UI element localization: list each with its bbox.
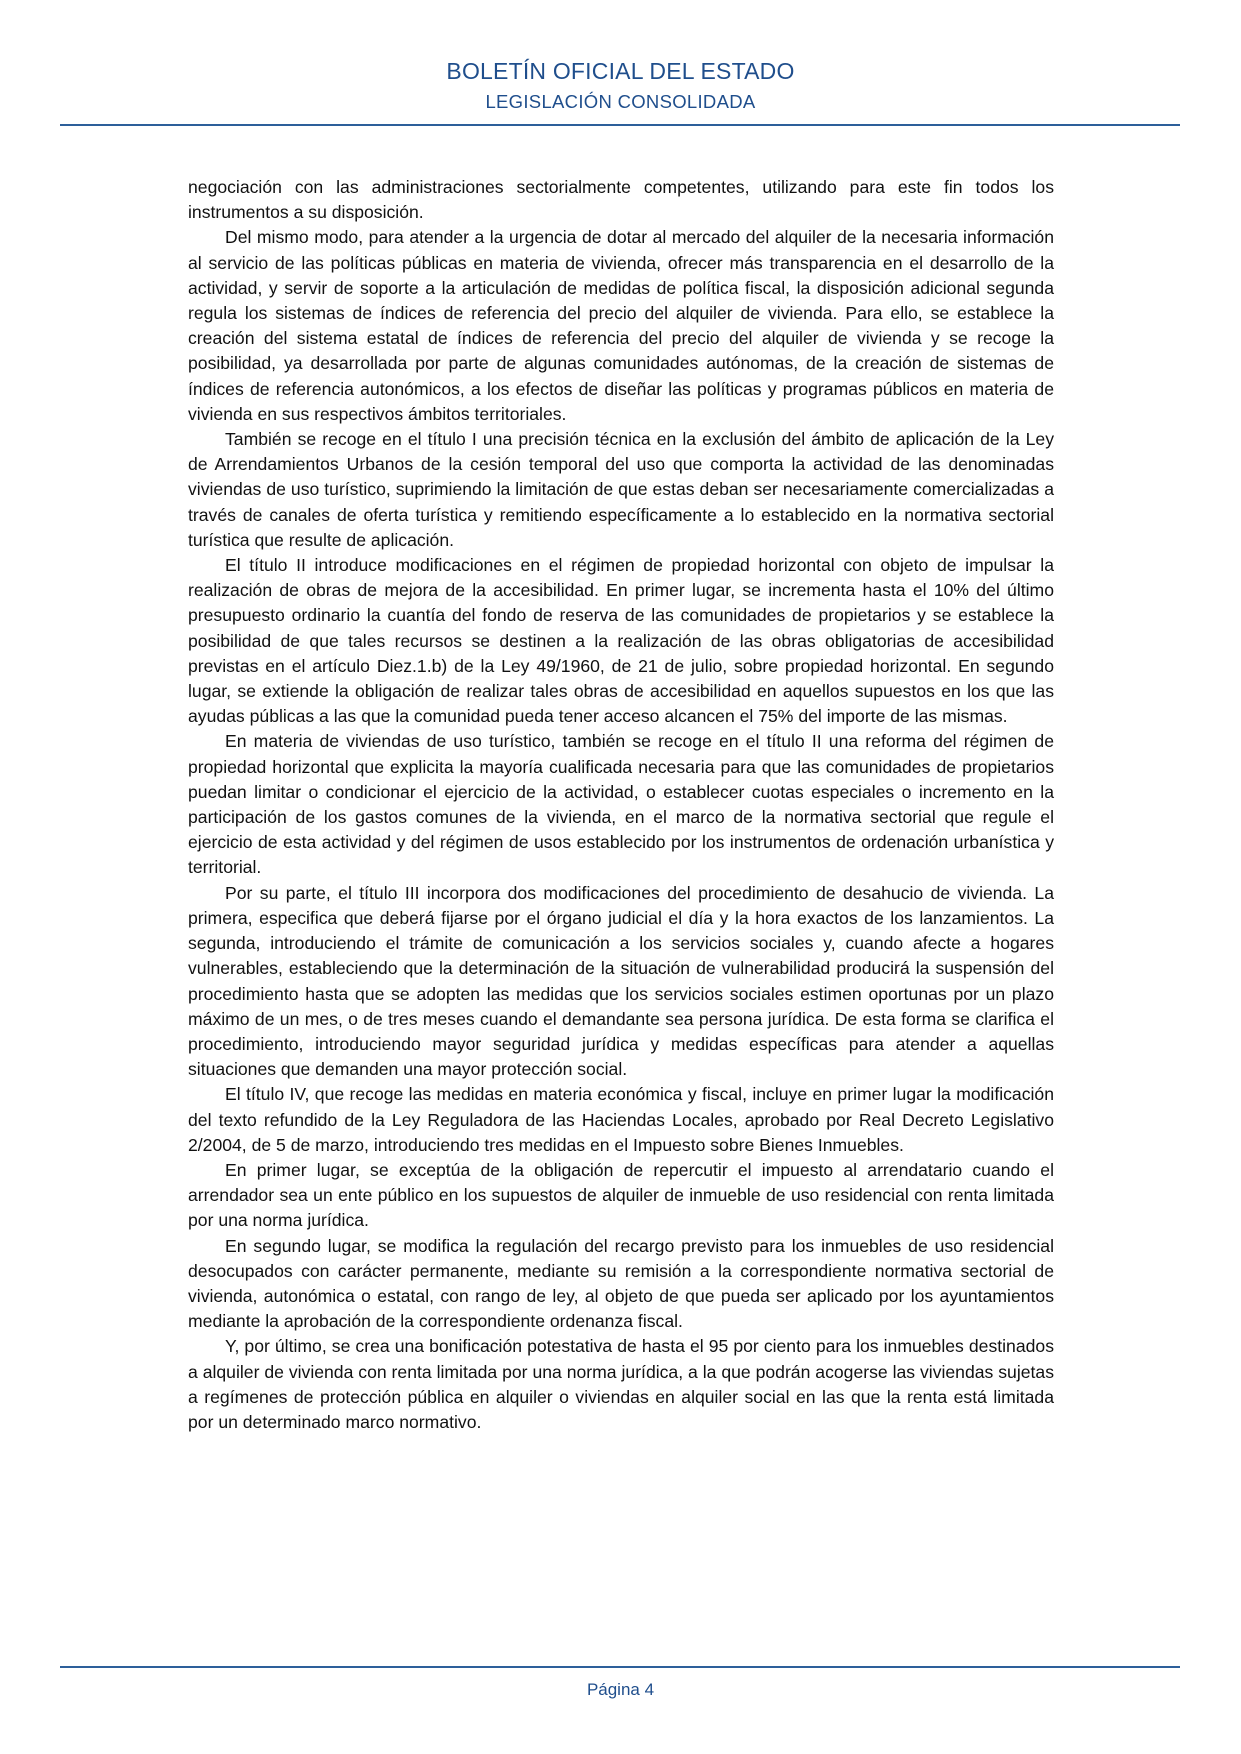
paragraph: El título IV, que recoge las medidas en materia económica y fiscal, incluye en primer lugar la modificación del texto refundido de la Ley Reguladora de las Haciendas Locales, aprobado por Real Decreto Legislativo 2/2004, de 5 de marzo, introduciendo tres medidas en el Impuesto sobre Bienes Inmuebles. [188,1084,1054,1155]
document-header [0,0,1241,130]
paragraph: Y, por último, se crea una bonificación potestativa de hasta el 95 por ciento para los inmuebles destinados a alquiler de vivienda con renta limitada por una norma jurídica, a la que podrán acogerse las viviendas sujetas a regímenes de protección pública en alquiler o viviendas en alquiler social en las que la renta está limitada por un determinado marco normativo. [188,1336,1054,1432]
paragraph: El título II introduce modificaciones en el régimen de propiedad horizontal con objeto de impulsar la realización de obras de mejora de la accesibilidad. En primer lugar, se incrementa hasta el 10% del último presupuesto ordinario la cuantía del fondo de reserva de las comunidades de propietarios y se establece la posibilidad de que tales recursos se destinen a la realización de las obras obligatorias de accesibilidad previstas en el artículo Diez.1.b) de la Ley 49/1960, de 21 de julio, sobre propiedad horizontal. En segundo lugar, se extiende la obligación de realizar tales obras de accesibilidad en aquellos supuestos en los que las ayudas públicas a las que la comunidad pueda tener acceso alcancen el 75% del importe de las mismas. [188,555,1054,727]
publication-title: BOLETÍN OFICIAL DEL ESTADO [446,58,795,84]
paragraph: En primer lugar, se exceptúa de la obligación de repercutir el impuesto al arrendatario cuando el arrendador sea un ente público en los supuestos de alquiler de inmueble de uso residencial con renta limitada por una norma jurídica. [188,1159,1054,1231]
paragraph: Por su parte, el título III incorpora dos modificaciones del procedimiento de desahucio de vivienda. La primera, especifica que deberá fijarse por el órgano judicial el día y la hora exactos de los lanzamientos. La segunda, introduciendo el trámite de comunicación a los servicios sociales y, cuando afecte a hogares vulnerables, estableciendo que la determinación de la situación de vulnerabilidad producirá la suspensión del procedimiento hasta que se adopten las medidas que los servicios sociales estimen oportunas por un plazo máximo de un mes, o de tres meses cuando el demandante sea persona jurídica. De esta forma se clarifica el procedimiento, introduciendo mayor seguridad jurídica y medidas específicas para atender a aquellas situaciones que demanden una mayor protección social. [188,882,1054,1080]
paragraph-continuation: negociación con las administraciones sectorialmente competentes, utilizando para este fin todos los instrumentos a su disposición. [188,177,1054,223]
footer-divider [60,1666,1180,1668]
document-body [188,175,1054,1435]
paragraph: Del mismo modo, para atender a la urgencia de dotar al mercado del alquiler de la necesaria información al servicio de las políticas públicas en materia de vivienda, ofrecer más transparencia en el desarrollo de la actividad, y servir de soporte a la articulación de medidas de política fiscal, la disposición adicional segunda regula los sistemas de índices de referencia del precio del alquiler de vivienda. Para ello, se establece la creación del sistema estatal de índices de referencia del precio del alquiler de vivienda y se recoge la posibilidad, ya desarrollada por parte de algunas comunidades autónomas, de la creación de sistemas de índices de referencia autonómicos, a los efectos de diseñar las políticas y programas públicos en materia de vivienda en sus respectivos ámbitos territoriales. [188,227,1054,424]
paragraph: En materia de viviendas de uso turístico, también se recoge en el título II una reforma del régimen de propiedad horizontal que explicita la mayoría cualificada necesaria para que las comunidades de propietarios puedan limitar o condicionar el ejercicio de la actividad, o establecer cuotas especiales o incremento en la participación de los gastos comunes de la vivienda, en el marco de la normativa sectorial que regule el ejercicio de esta actividad y del régimen de usos establecido por los instrumentos de ordenación urbanística y territorial. [188,731,1054,878]
paragraph: En segundo lugar, se modifica la regulación del recargo previsto para los inmuebles de uso residencial desocupados con carácter permanente, mediante su remisión a la correspondiente normativa sectorial de vivienda, autonómica o estatal, con rango de ley, al objeto de que pueda ser aplicado por los ayuntamientos mediante la aprobación de la correspondiente ordenanza fiscal. [188,1235,1054,1332]
paragraph: También se recoge en el título I una precisión técnica en la exclusión del ámbito de aplicación de la Ley de Arrendamientos Urbanos de la cesión temporal del uso que comporta la actividad de las denominadas viviendas de uso turístico, suprimiendo la limitación de que estas deban ser necesariamente comercializadas a través de canales de oferta turística y remitiendo específicamente a lo establecido en la normativa sectorial turística que resulte de aplicación. [188,429,1054,550]
page-number: Página 4 [586,1680,655,1699]
publication-subtitle: LEGISLACIÓN CONSOLIDADA [485,91,756,112]
header-divider [60,124,1180,126]
